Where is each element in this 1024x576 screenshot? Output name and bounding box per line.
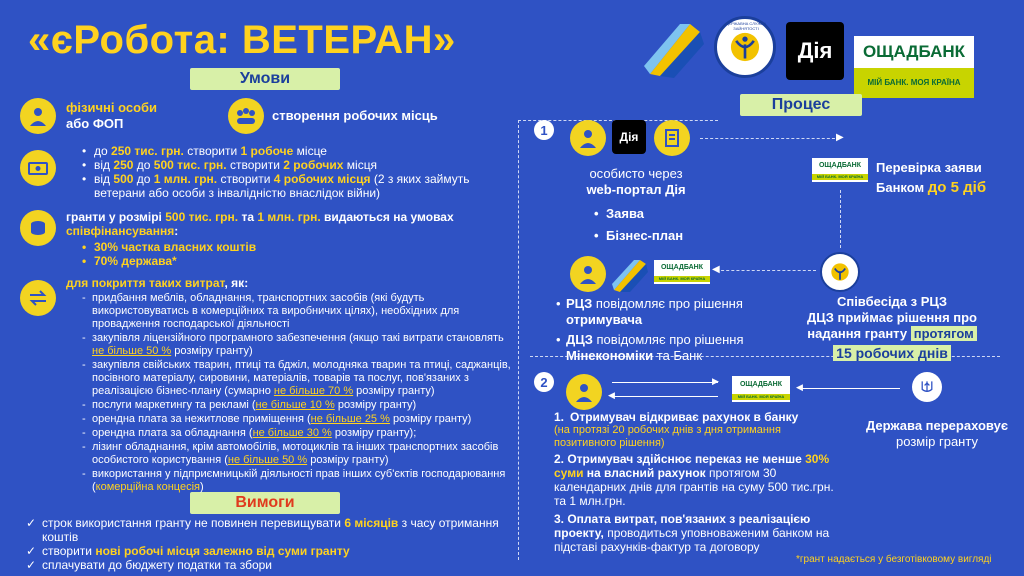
step2-item2: 2. Отримувач здійснює переказ не менше 30% суми на власний рахунок протягом 30 календарних днів для грантів на суму 500 тис.грн. та 1 млн.грн.	[554, 452, 834, 508]
arrow-down-line	[840, 190, 841, 248]
arrow-to-left	[716, 270, 816, 271]
process-divider-vertical	[518, 120, 519, 560]
blue-yellow-logo	[640, 14, 710, 84]
person-icon	[20, 98, 56, 134]
docs-list	[592, 206, 683, 244]
requirements-list	[26, 516, 522, 572]
arrow-back-line	[612, 396, 718, 397]
cost-item: - орендна плата за нежитлове приміщення (не більше 25 % розміру гранту)	[92, 413, 512, 426]
grants-text: гранти у розмірі 500 тис. грн. та 1 млн. грн. видаються на умовах співфінансування:	[66, 210, 454, 238]
step2-item1: 1. Отримувач відкриває рахунок в банку	[554, 410, 799, 424]
team-icon	[228, 98, 264, 134]
bank-check-text	[876, 160, 1016, 196]
ministry-logo	[610, 254, 650, 294]
interview-line2: ДЦЗ приймає рішення про надання гранту протягом	[806, 310, 977, 341]
state-line1: Держава перераховує	[865, 418, 1009, 433]
who-line2: або ФОП	[66, 116, 124, 131]
state-text	[852, 418, 1022, 450]
check-icon: ✓	[26, 516, 37, 530]
tier-item: • від 250 до 500 тис. грн. створити 2 робочих місця	[94, 158, 494, 172]
oshchadbank-small-name-3: ОЩАДБАНК	[739, 381, 783, 388]
arrow-to-bank	[700, 138, 840, 139]
transfer-icon	[20, 280, 56, 316]
arrow-head-icon: ▶	[836, 132, 844, 143]
trident-icon	[912, 372, 942, 402]
cofin-item: • 70% держава*	[94, 254, 256, 268]
interview-line3: 15 робочих днів	[782, 345, 1002, 362]
step2-item1-note: (на протязі 20 робочих днів з дня отримання позитивного рішення)	[554, 424, 781, 449]
doc-item: • Заява	[606, 206, 683, 222]
oshchadbank-small-slogan-2: МІЙ БАНК. МОЯ КРАЇНА	[654, 276, 710, 282]
check-icon: ✓	[26, 558, 37, 572]
oshchadbank-logo-slogan: МІЙ БАНК. МОЯ КРАЇНА	[854, 68, 974, 98]
state-line2: розмір гранту	[896, 434, 978, 449]
step2-item3: 3. Оплата витрат, пов'язаних з реалізацією проекту, проводиться уповноваженим банком на підставі рахунків-фактур та договору	[554, 512, 830, 554]
requirement-item: ✓ строк використання гранту не повинен перевищувати 6 місяців з часу отримання коштів	[26, 516, 499, 544]
recipient-icon	[570, 256, 606, 292]
recipient-2-icon	[566, 374, 602, 410]
interview-text	[782, 294, 1002, 362]
oshchadbank-small-logo-3	[732, 376, 790, 402]
oshchadbank-small-name-2: ОЩАДБАНК	[660, 264, 704, 271]
costs-list	[78, 292, 512, 494]
jobs-text: створення робочих місць	[272, 108, 438, 123]
personal-text	[576, 166, 696, 198]
personal-line1: особисто через	[589, 166, 683, 181]
oshchadbank-small-slogan-3: МІЙ БАНК. МОЯ КРАЇНА	[732, 394, 790, 400]
who-text	[66, 100, 157, 132]
arrow-from-state	[800, 388, 900, 389]
cost-item: - закупівля свійських тварин, птиці та бджіл, молодняка тварин та птиці, саджанців, посівного матеріалу, сировини, матеріалів, товарів та послуг, пов'язаних з реалізацією бізнес-плану (сумарно не більше 70 % розміру гранту)	[92, 359, 512, 398]
process-header: Процес	[740, 94, 862, 116]
step2-text	[554, 410, 838, 554]
document-icon	[654, 120, 690, 156]
requirement-item: ✓ сплачувати до бюджету податки та збори	[26, 558, 272, 572]
rcz-notify: • РЦЗ повідомляє про рішення	[556, 296, 743, 311]
dcz-notify: • ДЦЗ повідомляє про рішення	[556, 332, 744, 347]
oshchadbank-logo-name: ОЩАДБАНК	[862, 42, 966, 61]
tiers-list	[80, 144, 494, 200]
cofin-item: • 30% частка власних коштів	[94, 240, 256, 254]
rcz-notify-recipient: отримувача	[566, 312, 643, 327]
oshchadbank-small-logo	[812, 158, 868, 182]
bank-check-line1: Перевірка заяви	[876, 160, 982, 175]
arrow-head-left-icon: ◀	[608, 390, 615, 400]
step-2-badge: 2	[534, 372, 554, 392]
diya-small-logo: Дія	[612, 120, 646, 154]
cost-item: - послуги маркетингу та рекламі (не більше 10 % розміру гранту)	[92, 399, 512, 412]
page-title: «єРобота: ВЕТЕРАН»	[28, 18, 456, 62]
coins-icon	[20, 210, 56, 246]
dcz-logo-text: ДЕРЖАВНА СЛУЖБА ЗАЙНЯТОСТІ	[725, 21, 767, 31]
tier-item: • до 250 тис. грн. створити 1 робоче місце	[94, 144, 494, 158]
requirements-header: Вимоги	[190, 492, 340, 514]
tier-item: • від 500 до 1 млн. грн. створити 4 робочих місця (2 з яких займуть ветерани або особи з інвалідністю внаслідок війни)	[94, 172, 494, 200]
cost-item: - використання у підприємницькій діяльності прав інших суб'єктів господарювання (комерційна концесія)	[92, 468, 512, 494]
arrow-head-right-icon: ▶	[712, 376, 719, 386]
dcz-notify-targets: Мінекономіки та Банк	[566, 348, 703, 363]
cost-item: - закупівля ліцензійного програмного забезпечення (якщо такі витрати становлять не більше 50 % розміру гранту)	[92, 332, 512, 358]
interview-line1: Співбесіда з РЦЗ	[836, 294, 948, 309]
costs-heading: для покриття таких витрат, як:	[66, 276, 249, 290]
diya-logo: Дія	[786, 22, 844, 80]
money-icon	[20, 150, 56, 186]
oshchadbank-small-name: ОЩАДБАНК	[818, 162, 862, 169]
notify-text	[556, 296, 776, 364]
cost-item: - лізинг обладнання, крім автомобілів, мотоциклів та інших транспортних засобів особистого користування (не більше 50 % розміру гранту)	[92, 441, 512, 467]
applicant-icon	[570, 120, 606, 156]
doc-item: • Бізнес-план	[606, 228, 683, 244]
cost-item: - орендна плата за обладнання (не більше 30 % розміру гранту);	[92, 427, 512, 440]
bank-check-line2: Банком до 5 діб	[876, 179, 987, 196]
check-icon: ✓	[26, 544, 37, 558]
arrow-head-left-2-icon: ◀	[796, 382, 803, 392]
personal-line2: web-портал Дія	[586, 182, 686, 197]
trident-person-icon	[723, 25, 767, 69]
oshchadbank-small-slogan: МІЙ БАНК. МОЯ КРАЇНА	[812, 174, 868, 180]
oshchadbank-small-logo-2	[654, 260, 710, 284]
who-line1: фізичні особи	[66, 100, 158, 115]
conditions-header: Умови	[190, 68, 340, 90]
arrow-left-head-icon: ◀	[712, 264, 720, 275]
oshchadbank-logo	[854, 36, 974, 98]
dcz-logo	[714, 16, 776, 78]
cost-item: - придбання меблів, обладнання, транспортних засобів (які будуть використовуватись в комерційних та виробничих цілях), необхідних для провадження господарської діяльності	[92, 292, 512, 331]
footnote: *грант надається у безготівковому вигляді	[796, 554, 992, 565]
step-1-badge: 1	[534, 120, 554, 140]
arrow-to-bank-2	[612, 382, 718, 383]
cofinancing-list	[80, 240, 256, 268]
requirement-item: ✓ створити нові робочі місця залежно від суми гранту	[26, 544, 350, 558]
dcz-small-logo	[820, 252, 860, 292]
